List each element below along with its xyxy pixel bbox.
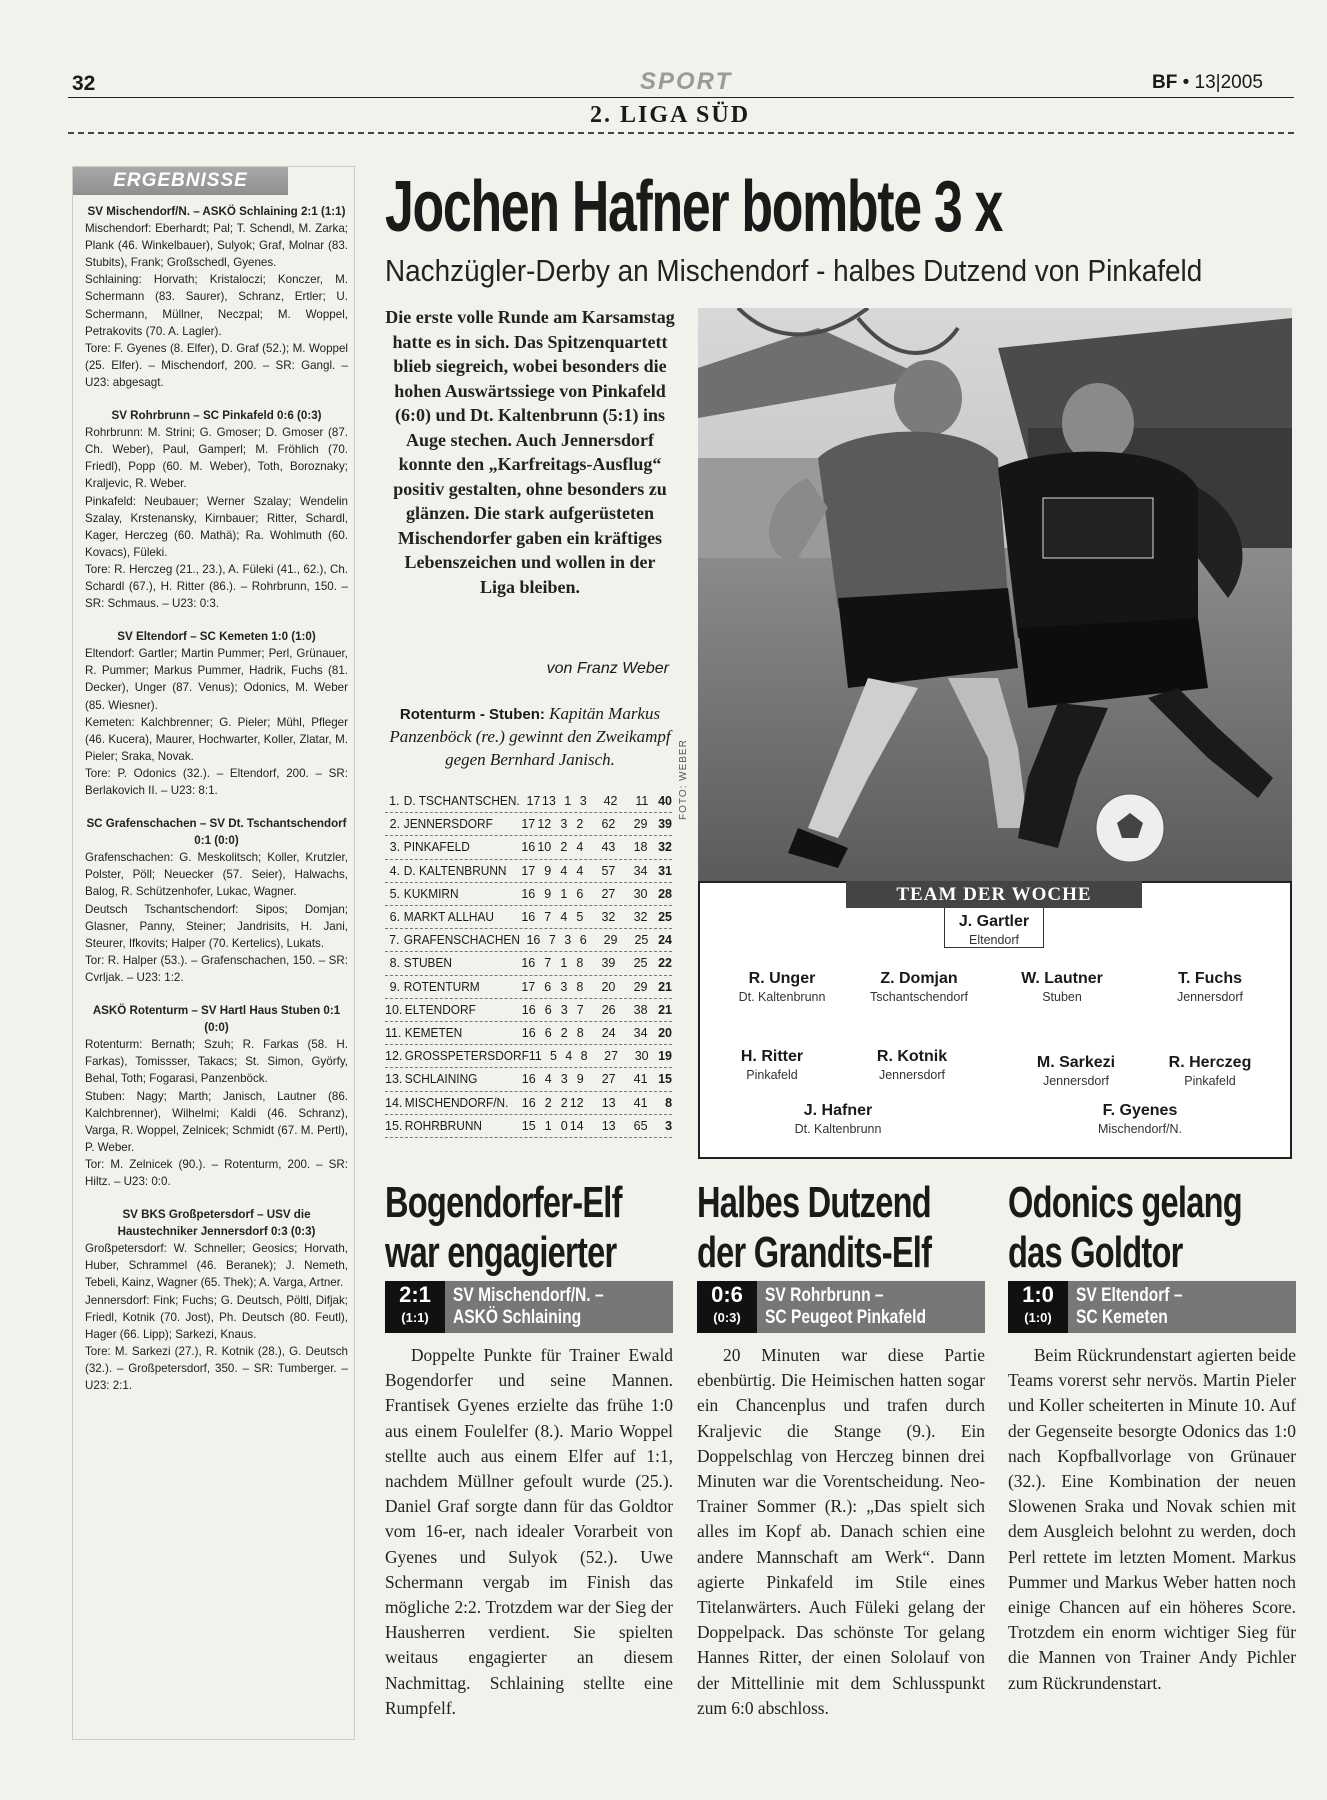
draws: 3 (560, 1002, 568, 1017)
player-midfielder (842, 1047, 982, 1083)
table-row (385, 1045, 672, 1068)
losses: 14 (569, 1118, 584, 1133)
article-title-line: der Grandits-Elf (697, 1228, 932, 1277)
games: 17 (521, 863, 536, 878)
player-name: R. Herczeg (1168, 1054, 1252, 1071)
player-name: R. Kotnik (876, 1048, 948, 1065)
team-name: MISCHENDORF/N. (404, 1095, 509, 1110)
goals-against: 34 (633, 1026, 648, 1041)
points: 21 (658, 979, 672, 994)
goals-for: 27 (601, 886, 616, 901)
byline (385, 660, 675, 678)
article-eltendorf (1008, 1178, 1296, 1696)
player-defender (844, 969, 994, 1005)
player-defender (992, 969, 1132, 1005)
wins: 6 (544, 979, 552, 994)
goals: Tore: F. Gyenes (8. Elfer), D. Graf (52.); M. Woppel (25. Elfer). – Mischendorf, 200. – SR: Gangl. – U23: abgesagt. (85, 341, 348, 389)
games: 17 (521, 817, 536, 832)
score-bar (1008, 1281, 1296, 1333)
games: 16 (521, 910, 536, 925)
losses: 8 (576, 956, 584, 971)
goals-for: 62 (601, 817, 616, 832)
goals-against: 25 (633, 956, 648, 971)
table-row (385, 906, 672, 929)
draws: 1 (560, 956, 568, 971)
home-team: SV Mischendorf/N. – (453, 1285, 604, 1306)
wins: 13 (541, 794, 556, 808)
points: 22 (658, 956, 672, 971)
table-row (385, 790, 672, 813)
table-row (385, 1068, 672, 1091)
draws: 4 (560, 910, 568, 925)
header-rule (68, 97, 1294, 98)
goals-for: 13 (601, 1095, 616, 1110)
team-name: D. TSCHANTSCHEN. (403, 794, 520, 808)
section-label: SPORT (640, 68, 733, 95)
article-title-line: Halbes Dutzend (697, 1178, 931, 1227)
goals-against: 65 (633, 1118, 648, 1133)
losses: 8 (580, 1049, 588, 1064)
team-of-the-week (698, 881, 1292, 1159)
final-score: 2:1 (399, 1282, 431, 1307)
player-club: Dt. Kaltenbrunn (738, 990, 826, 1004)
player-name: T. Fuchs (1177, 970, 1242, 987)
points: 39 (658, 817, 672, 832)
lineup-home: Rohrbrunn: M. Strini; G. Gmoser; D. Gmoser (87. Ch. Weber), Paul, Gamperl; M. Fröhlich (70. Friedl), Popp (60. M. Weber), Toth, Boroznaky; Kraljevic, R. Weber. (85, 426, 348, 491)
byline-author: Franz Weber (576, 660, 669, 677)
league-title: 2. LIGA SÜD (590, 102, 751, 128)
goals-for: 43 (601, 840, 616, 855)
bullet: • (1182, 72, 1190, 93)
points: 24 (658, 933, 672, 948)
match-teams (1076, 1285, 1182, 1329)
goals-against: 25 (634, 933, 649, 948)
games: 16 (521, 1026, 536, 1041)
draws: 2 (560, 1095, 568, 1110)
score-bar (385, 1281, 673, 1333)
games: 16 (521, 886, 536, 901)
team-name: GROSSPETERSDORF (404, 1049, 529, 1064)
losses: 8 (576, 1026, 584, 1041)
player-goalkeeper (924, 912, 1064, 948)
draws: 3 (560, 1072, 568, 1087)
rank: 5. (389, 886, 401, 901)
points: 28 (658, 886, 672, 901)
player-club: Jennersdorf (1176, 990, 1243, 1004)
lineup-home: Großpetersdorf: W. Schneller; Geosics; Horvath, Huber, Schrammel (46. Beranek); J. Nemeth, Tebeli, Kainz, Wagner (65. Thek); A. Varga, Artner. (85, 1242, 348, 1290)
player-defender (712, 969, 852, 1005)
match-teams (453, 1285, 604, 1329)
player-name: M. Sarkezi (1036, 1054, 1116, 1071)
draws: 3 (560, 979, 568, 994)
byline-prefix: von (546, 660, 573, 677)
rank: 6. (389, 910, 401, 925)
goals-against: 41 (633, 1095, 648, 1110)
result-block (85, 628, 348, 799)
losses: 6 (579, 933, 587, 948)
player-name: R. Unger (748, 970, 816, 987)
article-title-line: war engagierter (385, 1228, 617, 1277)
goals-for: 13 (601, 1118, 616, 1133)
rank: 1. (389, 794, 400, 808)
team-name: ROTENTURM (403, 979, 480, 994)
team-name: GRAFENSCHACHEN (403, 933, 520, 948)
goals-for: 27 (601, 1072, 616, 1087)
points: 40 (658, 794, 672, 808)
points: 8 (665, 1095, 673, 1110)
player-name: Z. Domjan (880, 970, 958, 987)
wins: 1 (544, 1118, 552, 1133)
issue-number: 13|2005 (1194, 72, 1263, 93)
draws: 1 (564, 794, 572, 808)
player-defender (1140, 969, 1280, 1005)
goals: Tore: M. Sarkezi (27.), R. Kotnik (28.), G. Deutsch (32.). – Großpetersdorf, 350. – SR: Tumberger. – U23: 2:1. (85, 1344, 348, 1392)
points: 21 (658, 1002, 673, 1017)
team-name: ROHRBRUNN (404, 1118, 482, 1133)
losses: 7 (576, 1002, 584, 1017)
wins: 10 (537, 840, 552, 855)
player-club: Dt. Kaltenbrunn (794, 1122, 882, 1136)
result-heading: SV Mischendorf/N. – ASKÖ Schlaining 2:1 (1:1) (87, 205, 346, 218)
player-club: Pinkafeld (1184, 1074, 1236, 1088)
table-row (385, 883, 672, 906)
points: 32 (658, 840, 672, 855)
article-title (385, 1178, 622, 1278)
games: 16 (526, 933, 541, 948)
score-bar (697, 1281, 985, 1333)
player-midfielder (1140, 1053, 1280, 1089)
goals-against: 38 (633, 1002, 648, 1017)
team-name: STUBEN (403, 956, 453, 971)
caption-text: Kapitän Markus Panzenböck (re.) gewinnt den Zweikampf gegen Bernhard Janisch. (389, 704, 671, 769)
games: 16 (521, 1002, 536, 1017)
article-rohrbrunn (697, 1178, 985, 1721)
rank: 12. (385, 1049, 403, 1064)
draws: 0 (560, 1118, 568, 1133)
team-name: SCHLAINING (404, 1072, 478, 1087)
score-box (1008, 1281, 1068, 1333)
goals-for: 26 (601, 1002, 616, 1017)
final-score: 0:6 (711, 1282, 743, 1307)
wins: 2 (544, 1095, 552, 1110)
intro-text: Die erste volle Runde am Karsamstag hatte es in sich. Das Spitzenquartett blieb siegreich, wobei besonders die hohen Auswärtssiege von Pinkafeld (6:0) und Dt. Kaltenbrunn (5:1) ins Auge stechen. Auch Jennersdorf konnte den „Karfreitags-Ausflug“ positiv gestalten, ohne besonders zu glänzen. Die stark aufgerüsteten Mischendorfer gaben ein kräftiges Lebenszeichen und wollen in der Liga bleiben. (385, 307, 675, 597)
points: 15 (658, 1072, 673, 1087)
result-block (85, 203, 348, 391)
score-box (385, 1281, 445, 1333)
away-team: SC Peugeot Pinkafeld (765, 1307, 927, 1328)
wins: 9 (544, 886, 552, 901)
wins: 4 (544, 1072, 552, 1087)
games: 16 (521, 956, 536, 971)
rank: 3. (389, 840, 401, 855)
result-heading: SC Grafenschachen – SV Dt. Tschantschendorf 0:1 (0:0) (86, 817, 347, 848)
draws: 1 (560, 886, 568, 901)
player-name: J. Gartler (958, 913, 1030, 930)
rank: 4. (389, 863, 401, 878)
goals-against: 18 (633, 840, 648, 855)
rank: 10. (385, 1002, 403, 1017)
lineup-away: Deutsch Tschantschendorf: Sipos; Domjan; Glasner, Panny, Steiner; Jandrisits, H. Jani, Steurer, Ifkovits; Halper (70. Kertelics), Lukats. (85, 902, 348, 950)
main-subheadline: Nachzügler-Derby an Mischendorf - halbes Dutzend von Pinkafeld (385, 253, 1203, 288)
goals-against: 30 (633, 886, 648, 901)
rank: 15. (385, 1118, 403, 1133)
results-list (73, 195, 354, 1394)
standings-table (385, 790, 672, 1138)
article-title (1008, 1178, 1242, 1278)
away-team: ASKÖ Schlaining (453, 1307, 582, 1328)
magazine-name: BF (1152, 72, 1178, 93)
table-row (385, 952, 672, 975)
table-row (385, 929, 672, 952)
result-heading: SV Rohrbrunn – SC Pinkafeld 0:6 (0:3) (111, 409, 322, 423)
half-time-score: (1:1) (401, 1310, 429, 1325)
goals-for: 29 (603, 933, 618, 948)
goals: Tore: P. Odonics (32.). – Eltendorf, 200. – SR: Berlakovich II. – U23: 8:1. (85, 766, 348, 797)
table-row (385, 976, 672, 999)
main-headline: Jochen Hafner bombte 3 x (385, 167, 1003, 247)
wins: 6 (544, 1026, 552, 1041)
photo-credit: FOTO: WEBER (678, 739, 689, 820)
losses: 9 (576, 1072, 584, 1087)
final-score: 1:0 (1022, 1282, 1054, 1307)
rank: 14. (385, 1095, 403, 1110)
losses: 4 (576, 840, 584, 855)
goals: Tor: M. Zelnicek (90.). – Rotenturm, 200. – SR: Hiltz. – U23: 0:0. (85, 1157, 348, 1188)
losses: 4 (576, 863, 584, 878)
wins: 9 (544, 863, 552, 878)
goals-against: 11 (635, 794, 649, 808)
games: 16 (521, 840, 536, 855)
result-heading: SV BKS Großpetersdorf – USV die Haustechniker Jennersdorf 0:3 (0:3) (117, 1208, 316, 1239)
article-title-line: Odonics gelang (1008, 1178, 1242, 1227)
games: 17 (521, 979, 536, 994)
games: 15 (521, 1118, 536, 1133)
wins: 7 (548, 933, 556, 948)
games: 16 (521, 1072, 536, 1087)
article-title-line: Bogendorfer-Elf (385, 1178, 622, 1227)
rank: 2. (389, 817, 401, 832)
lineup-away: Schlaining: Horvath; Kristaloczi; Konczer, M. Schermann (83. Saurer), Schranz, Ertler; U. Schermann, Müllner, Neczpal; M. Woppel, Petrakovits (70. A. Lagler). (85, 273, 348, 338)
games: 11 (528, 1049, 542, 1064)
lineup-away: Stuben: Nagy; Marth; Janisch, Lautner (86. Kalchbrenner), Wilhelmi; Kaldi (46. Schranz), Varga, R. Woppel, Zelnicek; Schmidt (67. M. Pertl), P. Weber. (85, 1089, 348, 1154)
goals-against: 32 (633, 910, 648, 925)
result-block (85, 1206, 348, 1394)
player-name: F. Gyenes (1102, 1102, 1178, 1119)
table-row (385, 1092, 672, 1115)
draws: 4 (565, 1049, 573, 1064)
lineup-away: Kemeten: Kalchbrenner; G. Pieler; Mühl, Pfleger (46. Kucera), Maurer, Hochwarter, Koller, Zlatar, M. Pieler; Sraka, Novak. (85, 715, 348, 763)
losses: 5 (576, 910, 584, 925)
player-midfielder (1006, 1053, 1146, 1089)
result-heading: SV Eltendorf – SC Kemeten 1:0 (1:0) (117, 630, 316, 644)
player-club: Pinkafeld (746, 1068, 798, 1082)
draws: 2 (560, 1026, 568, 1041)
table-row (385, 1022, 672, 1045)
lineup-home: Grafenschachen: G. Meskolitsch; Koller, Krutzler, Polster, Pöll; Neuecker (57. Seier), Halwachs, Balog, R. Schützenhofer, Lukac, Wagner. (85, 851, 348, 899)
lineup-away: Pinkafeld: Neubauer; Werner Szalay; Wendelin Szalay, Krstenansky, Kirnbauer; Ritter, Schardl, Kager, Herczeg (60. Mathä); Ra. Wohlmuth (60. Kovacs), Füleki. (85, 494, 348, 559)
results-sidebar (72, 166, 355, 1740)
match-teams (765, 1285, 926, 1329)
issue-label (1152, 72, 1263, 94)
result-block (85, 407, 348, 612)
table-row (385, 836, 672, 859)
losses: 3 (579, 794, 587, 808)
result-heading: ASKÖ Rotenturm – SV Hartl Haus Stuben 0:1 (0:0) (92, 1004, 341, 1035)
player-club: Jennersdorf (878, 1068, 945, 1082)
page-number: 32 (72, 72, 96, 95)
goals: Tor: R. Halper (53.). – Grafenschachen, 150. – SR: Cvrljak. – U23: 1:2. (85, 953, 348, 984)
player-name: J. Hafner (803, 1102, 873, 1119)
article-mischendorf (385, 1178, 673, 1721)
lineup-home: Rotenturm: Bernath; Szuh; R. Farkas (58. H. Farkas), Tomissser, Takacs; St. Simon, Györfy, Behal, Toth; Fogarasi, Panzenböck. (85, 1038, 348, 1086)
wins: 7 (544, 956, 552, 971)
losses: 2 (576, 817, 584, 832)
article-title-line: das Goldtor (1008, 1228, 1183, 1277)
player-club: Stuben (1042, 990, 1082, 1004)
table-row (385, 860, 672, 883)
rank: 8. (389, 956, 401, 971)
points: 25 (658, 910, 672, 925)
goals-against: 29 (633, 817, 648, 832)
home-team: SV Rohrbrunn – (765, 1285, 884, 1306)
table-row (385, 999, 672, 1022)
wins: 5 (550, 1049, 557, 1064)
wins: 6 (544, 1002, 552, 1017)
home-team: SV Eltendorf – (1076, 1285, 1183, 1306)
half-time-score: (0:3) (713, 1310, 741, 1325)
player-name: H. Ritter (740, 1048, 804, 1065)
wins: 7 (544, 910, 552, 925)
half-time-score: (1:0) (1024, 1310, 1052, 1325)
points: 31 (658, 863, 672, 878)
player-name: W. Lautner (1021, 970, 1103, 987)
team-name: JENNERSDORF (403, 817, 493, 832)
football-players-image (698, 308, 1292, 881)
goals-for: 20 (601, 979, 616, 994)
result-block (85, 1002, 348, 1190)
team-name: ELTENDORF (404, 1002, 476, 1017)
rank: 13. (385, 1072, 403, 1087)
points: 3 (665, 1118, 673, 1133)
points: 19 (658, 1049, 673, 1064)
rank: 11. (385, 1026, 402, 1041)
player-club: Eltendorf (968, 933, 1020, 947)
goals-against: 30 (634, 1049, 649, 1064)
team-name: PINKAFELD (403, 840, 470, 855)
table-row (385, 813, 672, 836)
points: 20 (658, 1026, 673, 1041)
player-club: Mischendorf/N. (1097, 1122, 1183, 1136)
away-team: SC Kemeten (1076, 1307, 1168, 1328)
article-body: Beim Rückrundenstart agierten beide Teams vorerst sehr nervös. Martin Pieler und Koller scheiterten in Minute 10. Auf der Gegenseite besorgte Odonics das 1:0 nach Kopfballvorlage von Grünauer (32.). Eine Kombination der neuen Slowenen Sraka und Novak schien mit dem Ausgleich belohnt zu werden, doch Perl rettete im letzten Moment. Markus Pummer und Markus Weber hatten noch einige Chancen auf ein höheres Score. Trotzdem ein enorm wichtiger Sieg für die Mannen von Trainer Andy Pichler zum Rückrundenstart. (1008, 1345, 1296, 1693)
table-row (385, 1115, 672, 1138)
header-dashed-rule (68, 132, 1294, 134)
goals-for: 42 (603, 794, 618, 808)
goals-for: 39 (601, 956, 616, 971)
goals-against: 34 (633, 863, 648, 878)
result-block (85, 815, 348, 986)
player-club: Jennersdorf (1042, 1074, 1109, 1088)
rank: 9. (389, 979, 401, 994)
article-title (697, 1178, 932, 1278)
score-box (697, 1281, 757, 1333)
rank: 7. (389, 933, 400, 948)
losses: 8 (576, 979, 584, 994)
draws: 2 (560, 840, 568, 855)
caption-label: Rotenturm - Stuben: (399, 706, 545, 723)
player-forward (1070, 1101, 1210, 1137)
goals: Tore: R. Herczeg (21., 23.), A. Füleki (41., 62.), Ch. Schardl (67.), H. Ritter (86.). – Rohrbrunn, 150. – SR: Schmaus. – U23: 0:3. (85, 562, 348, 611)
draws: 3 (564, 933, 572, 948)
player-club: Tschantschendorf (870, 990, 968, 1004)
photo-caption (385, 702, 675, 771)
games: 16 (521, 1095, 536, 1110)
goals-for: 27 (604, 1049, 619, 1064)
goals-for: 57 (601, 863, 616, 878)
article-body: Doppelte Punkte für Trainer Ewald Bogendorfer und seine Mannen. Frantisek Gyenes erzielte das frühe 1:0 aus einem Foulelfer (8.). Mario Woppel stellte auch aus einem Elfer auf 1:1, nachdem Müllner gefoult wurde (25.). Daniel Graf sorgte dann für das Goldtor vom 16-er, nach idealer Vorarbeit von Gyenes und Sulyok (52.). Uwe Schermann vergab im Finish das mögliche 2:2. Trotzdem war der Sieg der Hausherren verdient. Sie spielten weitaus engagierter an diesem Nachmittag. Schlaining stellte eine Rumpfelf. (385, 1345, 673, 1718)
wins: 12 (537, 817, 552, 832)
goals-against: 29 (633, 979, 648, 994)
losses: 6 (576, 886, 584, 901)
match-photo (698, 308, 1292, 881)
team-name: MARKT ALLHAU (403, 910, 495, 925)
team-of-week-title: TEAM DER WOCHE (846, 881, 1142, 908)
goals-for: 32 (601, 910, 616, 925)
player-midfielder (702, 1047, 842, 1083)
lineup-home: Eltendorf: Gartler; Martin Pummer; Perl, Grünauer, R. Pummer; Markus Pummer, Hadrik, Fuchs (81. Decker), Unger (87. Venus); Odonics, M. Weber (85. Wiesner). (85, 647, 348, 712)
article-body: 20 Minuten war diese Partie ebenbürtig. Die Heimischen hatten sogar ein Chancenplus und trafen durch Kraljevic die Stange (9.). Ein Doppelschlag von Herczeg binnen drei Minuten war die Vorentscheidung. Neo-Trainer Sommer (R.): „Das spielt sich alles im Kopf ab. Danach schien eine andere Mannschaft am Werk“. Dann agierte Pinkafeld im Stile eines Titelanwärters. Auch Füleki gelang der Doppelpack. Das schönste Tor gelang Hannes Ritter, der einen Sololauf von der Mittellinie mit dem Schlusspunkt zum 6:0 abschloss. (697, 1345, 985, 1718)
draws: 4 (560, 863, 568, 878)
losses: 12 (569, 1095, 584, 1110)
games: 17 (526, 794, 541, 808)
player-forward (768, 1101, 908, 1137)
lineup-away: Jennersdorf: Fink; Fuchs; G. Deutsch, Pöltl, Difjak; Friedl, Kotnik (70. Jost), Ph. Deutsch (80. Feutl), Hager (66. Lipp); Sarkezi, Knaus. (85, 1293, 348, 1341)
draws: 3 (560, 817, 568, 832)
team-name: KUKMIRN (403, 886, 459, 901)
team-name: D. KALTENBRUNN (403, 863, 507, 878)
results-tag: ERGEBNISSE (73, 167, 288, 195)
lineup-home: Mischendorf: Eberhardt; Pal; T. Schendl, M. Zarka; Plank (46. Winkelbauer), Sulyok; Graf, Molnar (83. Stubits), Frank; Großschedl, Gyenes. (85, 222, 348, 270)
team-name: KEMETEN (404, 1026, 463, 1041)
goals-against: 41 (633, 1072, 648, 1087)
goals-for: 24 (601, 1026, 616, 1041)
